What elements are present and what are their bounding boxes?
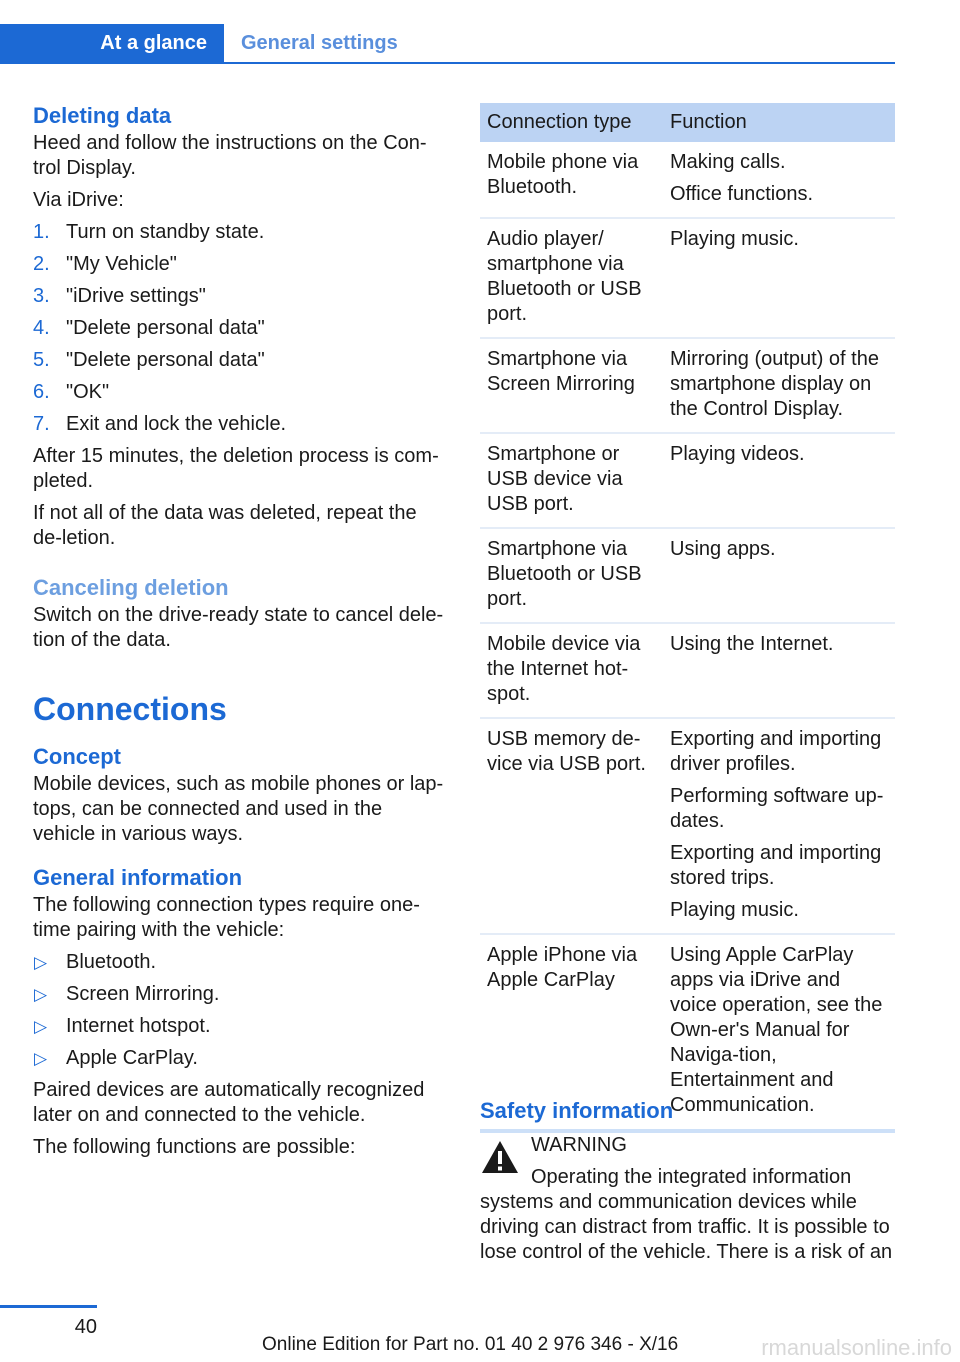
- connection-type-cell: Smartphone or USB device via USB port.: [480, 433, 663, 528]
- step-number: 7.: [33, 413, 50, 435]
- footer-divider: [0, 1305, 97, 1308]
- function-cell: [663, 433, 895, 528]
- function-cell: [663, 142, 895, 218]
- list-item: [33, 1046, 448, 1071]
- column-header-function: Function: [663, 103, 895, 142]
- connection-type-cell: Mobile phone via Bluetooth.: [480, 142, 663, 218]
- general-intro: The following connection types require one-time pairing with the vehicle:: [33, 894, 420, 941]
- deletion-repeat-text: If not all of the data was deleted, repeat the de‐letion.: [33, 502, 417, 549]
- page-number: 40: [74, 1316, 97, 1338]
- function-cell: [663, 718, 895, 934]
- column-header-connection-type: Connection type: [480, 103, 663, 142]
- heading-connections: Connections: [33, 691, 227, 727]
- connection-type-cell: Audio player/ smartphone via Bluetooth or USB port.: [480, 218, 663, 338]
- bullet-text: Apple CarPlay.: [66, 1047, 198, 1069]
- list-item: [33, 220, 448, 245]
- heading-safety-information: Safety information: [480, 1098, 674, 1123]
- table-row: [480, 142, 895, 218]
- connection-type-cell: Apple iPhone via Apple CarPlay: [480, 934, 663, 1131]
- step-text: "iDrive settings": [66, 285, 206, 307]
- list-item: [33, 252, 448, 277]
- table-row: [480, 338, 895, 433]
- connection-type-cell: Mobile device via the Internet hot‐spot.: [480, 623, 663, 718]
- step-number: 3.: [33, 285, 50, 307]
- warning-triangle-icon: [480, 1139, 520, 1175]
- step-number: 1.: [33, 221, 50, 243]
- heading-general-information: General information: [33, 865, 243, 890]
- function-text: Exporting and importing stored trips.: [670, 842, 882, 889]
- step-text: "My Vehicle": [66, 253, 177, 275]
- edition-text: Online Edition for Part no. 01 40 2 976 346 - X/16: [262, 1334, 679, 1355]
- list-item: [33, 380, 448, 405]
- warning-label: WARNING: [531, 1134, 627, 1156]
- deleting-intro: Heed and follow the instructions on the Con‐trol Display.: [33, 132, 427, 179]
- bullet-text: Internet hotspot.: [66, 1015, 211, 1037]
- concept-text: Mobile devices, such as mobile phones or lap‐tops, can be connected and used in the vehicle in various ways.: [33, 773, 444, 845]
- function-text: Using apps.: [670, 538, 776, 560]
- function-cell: [663, 528, 895, 623]
- via-idrive: Via iDrive:: [33, 189, 124, 211]
- heading-concept: Concept: [33, 744, 121, 769]
- step-number: 2.: [33, 253, 50, 275]
- tab-at-a-glance[interactable]: At a glance: [0, 24, 224, 62]
- connection-type-cell: Smartphone via Bluetooth or USB port.: [480, 528, 663, 623]
- triangle-bullet-icon: ▷: [34, 1017, 48, 1036]
- list-item: [33, 284, 448, 309]
- function-text: Exporting and importing driver profiles.: [670, 728, 882, 775]
- function-cell: [663, 338, 895, 433]
- connection-type-cell: USB memory de‐vice via USB port.: [480, 718, 663, 934]
- warning-text: Operating the integrated information systems and communication devices while driving can distract from traffic. It is possible to lose control of the vehicle. There is a risk of an: [480, 1166, 893, 1263]
- list-item: [33, 412, 448, 437]
- tab-general-settings[interactable]: General settings: [241, 32, 398, 54]
- function-text: Making calls.: [670, 151, 786, 173]
- bullet-text: Bluetooth.: [66, 951, 157, 973]
- left-column: [33, 101, 448, 1167]
- connection-type-list: [33, 950, 448, 1071]
- function-cell: [663, 218, 895, 338]
- step-number: 6.: [33, 381, 50, 403]
- triangle-bullet-icon: ▷: [34, 953, 48, 972]
- table-header-row: [480, 103, 895, 142]
- connection-type-cell: Smartphone via Screen Mirroring: [480, 338, 663, 433]
- step-number: 4.: [33, 317, 50, 339]
- function-text: Office functions.: [670, 183, 814, 205]
- bullet-text: Screen Mirroring.: [66, 983, 220, 1005]
- table-row: [480, 433, 895, 528]
- function-text: Using the Internet.: [670, 633, 834, 655]
- step-text: "OK": [66, 381, 110, 403]
- triangle-bullet-icon: ▷: [34, 985, 48, 1004]
- heading-canceling-deletion: Canceling deletion: [33, 575, 229, 600]
- step-text: Turn on standby state.: [66, 221, 265, 243]
- heading-deleting-data: Deleting data: [33, 103, 172, 128]
- chapter-tabbar: [0, 24, 895, 64]
- safety-section: [480, 1096, 895, 1265]
- list-item: [33, 1014, 448, 1039]
- function-text: Performing software up‐dates.: [670, 785, 884, 832]
- table-row: [480, 528, 895, 623]
- table-row: [480, 623, 895, 718]
- connection-functions-table: [480, 103, 895, 1133]
- canceling-text: Switch on the drive-ready state to cancel dele‐tion of the data.: [33, 604, 444, 651]
- list-item: [33, 950, 448, 975]
- functions-intro: The following functions are possible:: [33, 1136, 356, 1158]
- deletion-steps: [33, 220, 448, 437]
- watermark: rmanualsonline.info: [761, 1335, 952, 1360]
- table-row: [480, 218, 895, 338]
- function-text: Mirroring (output) of the smartphone display on the Control Display.: [670, 348, 879, 420]
- function-text: Playing videos.: [670, 443, 805, 465]
- step-text: Exit and lock the vehicle.: [66, 413, 287, 435]
- step-text: "Delete personal data": [66, 349, 265, 371]
- deletion-duration-text: After 15 minutes, the deletion process is com‐pleted.: [33, 445, 439, 492]
- function-text: Using Apple CarPlay apps via iDrive and voice operation, see the Own‐er's Manual for Naviga‐tion, Entertainment and Communication.: [670, 944, 883, 1116]
- step-text: "Delete personal data": [66, 317, 265, 339]
- function-text: Playing music.: [670, 899, 799, 921]
- step-number: 5.: [33, 349, 50, 371]
- list-item: [33, 982, 448, 1007]
- function-text: Playing music.: [670, 228, 799, 250]
- paired-devices-text: Paired devices are automatically recognized later on and connected to the vehicle.: [33, 1079, 425, 1126]
- list-item: [33, 348, 448, 373]
- triangle-bullet-icon: ▷: [34, 1049, 48, 1068]
- table-row: [480, 718, 895, 934]
- function-cell: [663, 623, 895, 718]
- list-item: [33, 316, 448, 341]
